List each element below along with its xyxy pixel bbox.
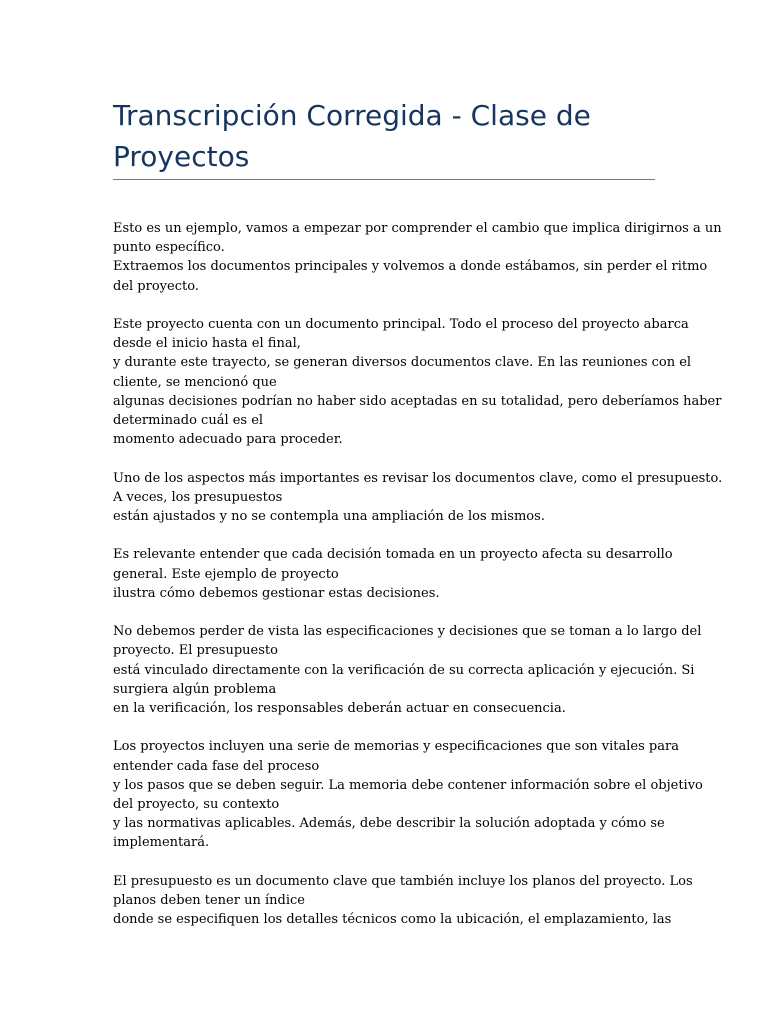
text-line: ilustra cómo debemos gestionar estas decisiones. [113,585,440,601]
text-line: proyecto. El presupuesto [113,643,278,659]
text-line: surgiera algún problema [113,681,277,697]
title-line: Transcripción Corregida - Clase de [113,99,591,132]
text-line: y durante este trayecto, se generan diversos documentos clave. En las reuniones con el [113,355,692,371]
title-underline-rule [113,179,655,180]
text-line: donde se especifiquen los detalles técnicos como la ubicación, el emplazamiento, las [113,912,672,928]
text-line: en la verificación, los responsables deberán actuar en consecuencia. [113,701,566,717]
text-line: momento adecuado para proceder. [113,432,343,448]
text-line: A veces, los presupuestos [113,489,283,505]
document-body [113,219,723,949]
paragraph [113,219,722,296]
text-line: desde el inicio hasta el final, [113,336,301,352]
paragraph [113,545,673,603]
text-line: cliente, se mencionó que [113,374,277,390]
text-line: Extraemos los documentos principales y volvemos a donde estábamos, sin perder el ritmo [113,259,708,275]
text-line: y las normativas aplicables. Además, debe describir la solución adoptada y cómo se [113,816,665,832]
paragraph [113,315,722,449]
text-line: del proyecto, su contexto [113,797,280,813]
text-line: punto específico. [113,240,225,256]
title-line: Proyectos [113,140,250,173]
paragraph [113,737,703,852]
text-line: y los pasos que se deben seguir. La memoria debe contener información sobre el objetivo [113,777,703,793]
text-line: general. Este ejemplo de proyecto [113,566,339,582]
text-line: están ajustados y no se contempla una ampliación de los mismos. [113,509,545,525]
text-line: está vinculado directamente con la verificación de su correcta aplicación y ejecución. Si [113,662,695,678]
paragraph [113,872,693,930]
text-line: Este proyecto cuenta con un documento principal. Todo el proceso del proyecto abarca [113,317,689,332]
paragraph [113,469,723,527]
text-line: Esto es un ejemplo, vamos a empezar por comprender el cambio que implica dirigirnos a un [113,221,722,236]
text-line: No debemos perder de vista las especificaciones y decisiones que se toman a lo largo del [113,624,702,640]
text-line: del proyecto. [113,278,199,294]
paragraph [113,622,702,718]
text-line: Uno de los aspectos más importantes es revisar los documentos clave, como el presupuesto. [113,470,723,486]
text-line: entender cada fase del proceso [113,758,320,774]
text-line: Los proyectos incluyen una serie de memorias y especificaciones que son vitales para [113,739,679,755]
text-line: algunas decisiones podrían no haber sido aceptadas en su totalidad, pero deberíamos haber [113,393,722,409]
text-line: Es relevante entender que cada decisión tomada en un proyecto afecta su desarrollo [113,547,673,563]
text-line: implementará. [113,835,210,851]
text-line: determinado cuál es el [113,413,264,429]
text-line: El presupuesto es un documento clave que también incluye los planos del proyecto. Los [113,873,693,889]
text-line: planos deben tener un índice [113,893,305,909]
document-title [113,95,658,177]
